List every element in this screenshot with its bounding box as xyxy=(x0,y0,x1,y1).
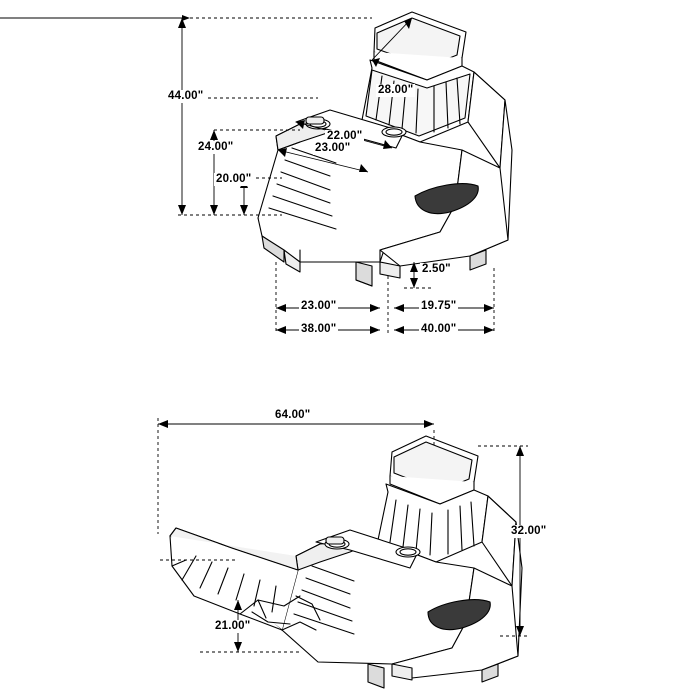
dimension-label-arm-width-lower: 23.00" xyxy=(315,142,351,154)
dimension-label-backrest-width: 28.00" xyxy=(378,84,414,96)
dimension-label-floor-clearance: 2.50" xyxy=(422,263,451,275)
dimension-label-side-depth: 19.75" xyxy=(421,300,457,312)
dimension-label-overall-width: 38.00" xyxy=(301,323,337,335)
dimension-label-reclined-height: 32.00" xyxy=(511,525,547,537)
upright-chair-drawing xyxy=(258,12,512,286)
dimension-label-reclined-length: 64.00" xyxy=(275,409,311,421)
dimension-label-overall-depth: 40.00" xyxy=(421,323,457,335)
dimension-label-seat-depth: 23.00" xyxy=(301,300,337,312)
dimension-label-seat-height: 20.00" xyxy=(216,173,252,185)
dimension-label-height-overall: 44.00" xyxy=(168,90,204,102)
dimension-label-seat-back-height: 24.00" xyxy=(198,141,234,153)
dimension-label-footrest-extension: 21.00" xyxy=(215,620,251,632)
reclined-chair-drawing xyxy=(170,436,522,688)
dimension-label-arm-width-upper: 22.00" xyxy=(327,130,363,142)
